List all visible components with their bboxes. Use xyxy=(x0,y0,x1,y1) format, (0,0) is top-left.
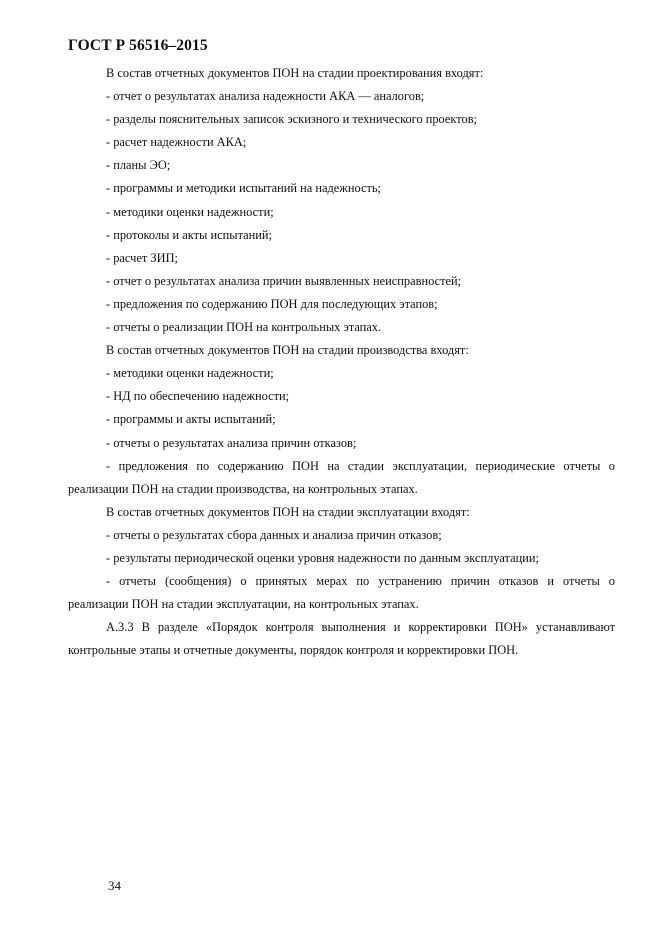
list-item: - планы ЭО; xyxy=(106,158,171,173)
list-item: - расчет надежности АКА; xyxy=(106,135,247,150)
list-item: - результаты периодической оценки уровня надежности по данным эксплуатации; xyxy=(106,550,539,565)
paragraph-line: А.3.3 В разделе «Порядок контроля выполнения и корректировки ПОН» устанавливают xyxy=(106,620,615,635)
list-item: - методики оценки надежности; xyxy=(106,366,274,381)
list-item: - отчеты о реализации ПОН на контрольных этапах. xyxy=(106,320,382,335)
list-item: - отчеты (сообщения) о принятых мерах по устранению причин отказов и отчеты о xyxy=(106,574,615,589)
list-item: - НД по обеспечению надежности; xyxy=(106,389,290,404)
list-item: - отчет о результатах анализа надежности АКА — аналогов; xyxy=(106,89,425,104)
list-item: - методики оценки надежности; xyxy=(106,204,274,219)
paragraph-continuation: контрольные этапы и отчетные документы, порядок контроля и корректировки ПОН. xyxy=(68,643,519,658)
list-item: - протоколы и акты испытаний; xyxy=(106,227,272,242)
list-item: - отчеты о результатах анализа причин отказов; xyxy=(106,435,357,450)
list-item: - предложения по содержанию ПОН на стадии эксплуатации, периодические отчеты о xyxy=(106,458,615,473)
list-item: - отчеты о результатах сбора данных и анализа причин отказов; xyxy=(106,527,442,542)
paragraph-line: В состав отчетных документов ПОН на стадии производства входят: xyxy=(106,343,469,358)
list-item: - отчет о результатах анализа причин выявленных неисправностей; xyxy=(106,273,462,288)
list-item: - расчет ЗИП; xyxy=(106,250,178,265)
document-body xyxy=(68,62,615,662)
paragraph-line: В состав отчетных документов ПОН на стадии эксплуатации входят: xyxy=(106,504,470,519)
list-item: - разделы пояснительных записок эскизного и технического проектов; xyxy=(106,112,478,127)
list-item-continuation: реализации ПОН на стадии производства, на контрольных этапах. xyxy=(68,481,418,496)
list-item-continuation: реализации ПОН на стадии эксплуатации, на контрольных этапах. xyxy=(68,597,419,612)
paragraph-line: В состав отчетных документов ПОН на стадии проектирования входят: xyxy=(106,66,484,80)
list-item: - программы и акты испытаний; xyxy=(106,412,276,427)
page-number: 34 xyxy=(108,878,121,893)
list-item: - программы и методики испытаний на надежность; xyxy=(106,181,381,196)
list-item: - предложения по содержанию ПОН для последующих этапов; xyxy=(106,296,438,311)
document-header: ГОСТ Р 56516–2015 xyxy=(68,37,208,54)
